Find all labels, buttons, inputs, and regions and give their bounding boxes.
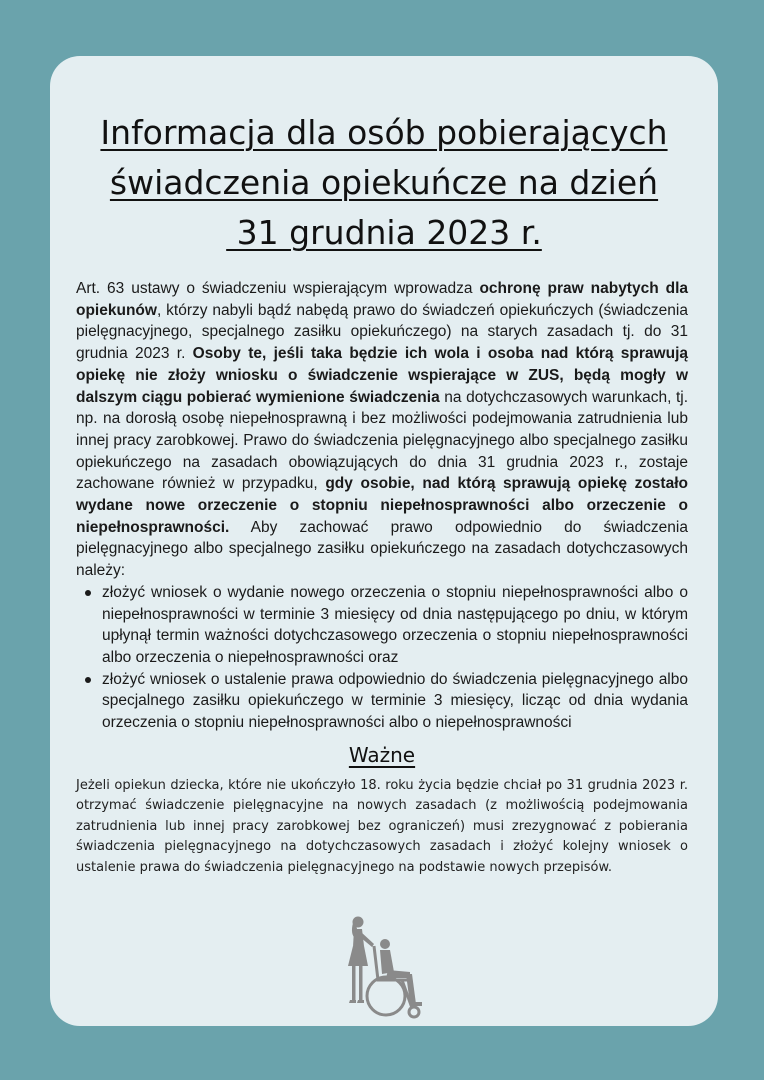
intro-text-3: na dotychczasowych warunkach, tj. np. na dorosłą osobę niepełnosprawną i bez możliwości podejmowania zatrudnienia lub innej pracy zarobkowej. Prawo do świadczenia pielęgnacyjnego albo specjalnego zasiłku opiekuńczego na zasadach obowiązujących do dnia 31 grudnia 2023 r., zostaje zachowane również w przypadku, [76, 388, 689, 493]
page-title [50, 108, 718, 258]
intro-bold-1: ochronę praw nabytych dla opiekunów [76, 280, 689, 319]
important-heading: Ważne [348, 742, 416, 767]
intro-paragraph [76, 278, 688, 582]
intro-text-1: Art. 63 ustawy o świadczeniu wspierającym wprowadza [76, 280, 480, 297]
intro-text-4: Aby zachować prawo odpowiednio do świadczenia pielęgnacyjnego albo specjalnego zasiłku opiekuńczego na zasadach dotychczasowych należy: [76, 518, 688, 580]
caregiver-wheelchair-icon [342, 914, 438, 1022]
intro-text-2: , którzy nabyli bądź nabędą prawo do świadczeń opiekuńczych (świadczenia pielęgnacyjnego, specjalnego zasiłku opiekuńczego) na starych zasadach tj. do 31 grudnia 2023 r. [76, 301, 688, 363]
list-item: złożyć wniosek o ustalenie prawa odpowiednio do świadczenia pielęgnacyjnego albo specjalnego zasiłku opiekuńczego w terminie 3 miesięcy, licząc od dnia wydania orzeczenia o stopniu niepełnosprawności albo o niepełnosprawności [102, 669, 688, 734]
info-card [50, 56, 718, 1026]
intro-bold-3: gdy osobie, nad którą sprawują opiekę zostało wydane nowe orzeczenie o stopniu niepełnosprawności albo orzeczenie o niepełnosprawności. [76, 475, 688, 536]
requirements-list [76, 582, 688, 734]
title-line-1: Informacja dla osób pobierających [100, 113, 668, 152]
title-line-2: świadczenia opiekuńcze na dzień [109, 163, 659, 202]
title-line-3: 31 grudnia 2023 r. [226, 213, 542, 252]
main-content [76, 278, 688, 878]
list-item: złożyć wniosek o wydanie nowego orzeczenia o stopniu niepełnosprawności albo o niepełnosprawności w terminie 3 miesięcy od dnia następującego po dniu, w którym upłynął termin ważności dotychczasowego orzeczenia o stopniu niepełnosprawności albo orzeczenia o niepełnosprawności oraz [102, 582, 688, 669]
important-paragraph: Jeżeli opiekun dziecka, które nie ukończyło 18. roku życia będzie chciał po 31 grudnia 2023 r. otrzymać świadczenie pielęgnacyjne na nowych zasadach (z możliwością podejmowania zatrudnienia lub innej pracy zarobkowej bez ograniczeń) musi zrezygnować z pobierania świadczenia pielęgnacyjnego na dotychczasowych zasadach i złożyć kolejny wniosek o ustalenie prawa do świadczenia pielęgnacyjnego na podstawie nowych przepisów. [76, 777, 688, 875]
intro-bold-2: Osoby te, jeśli taka będzie ich wola i osoba nad którą sprawują opiekę nie złoży wniosku o świadczenie wspierające w ZUS, będą mogły w dalszym ciągu pobierać wymienione świadczenia [76, 345, 688, 406]
